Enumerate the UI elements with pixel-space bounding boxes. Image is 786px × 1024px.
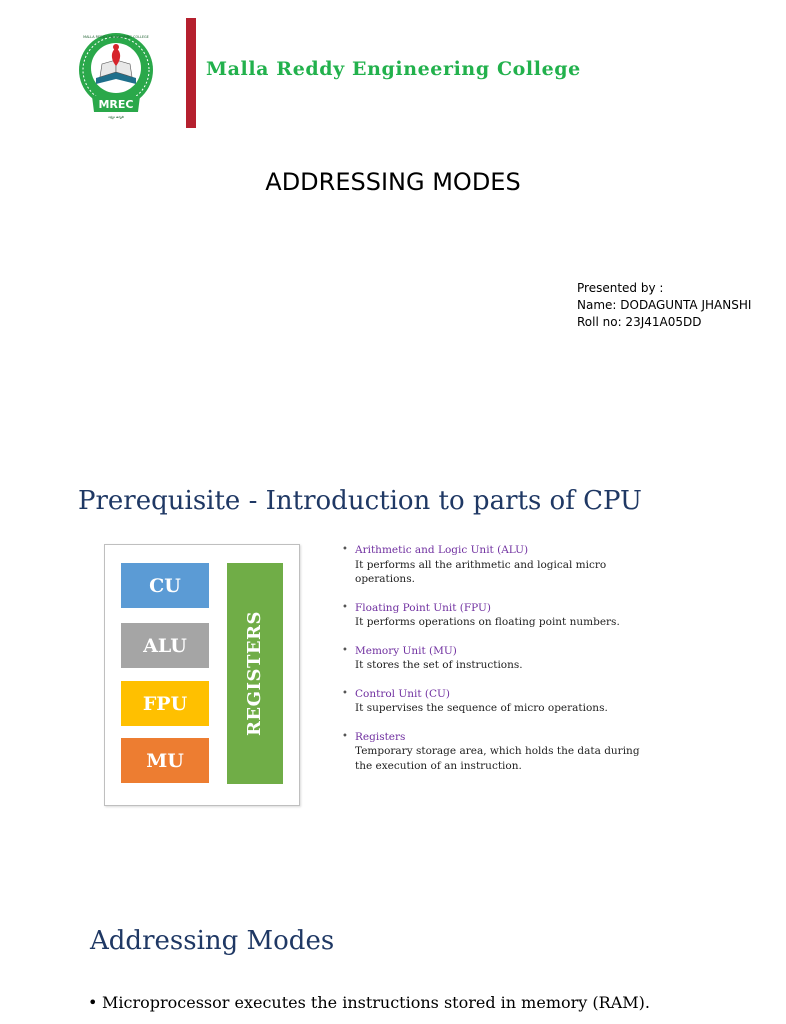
cpu-registers-block [227,563,283,784]
addressing-modes-heading: Addressing Modes [90,926,335,956]
cpu-parts-descriptions [340,543,640,787]
logo-motto: లక్ష్యం ఉన్నతి [108,115,124,119]
presentation-title: ADDRESSING MODES [265,168,521,196]
cpu-unit-alu: ALU [121,623,209,668]
presenter-roll-number: Roll no: 23J41A05DD [577,315,702,329]
cpu-diagram [104,544,300,806]
list-item [340,730,640,774]
logo-mrec-text: MREC [98,98,134,111]
college-logo-icon [52,30,180,119]
part-description: It performs operations on floating point numbers. [355,616,620,628]
cpu-slide-heading: Prerequisite - Introduction to parts of CPU [78,486,642,516]
part-description: It performs all the arithmetic and logical micro operations. [355,558,607,585]
cpu-unit-mu: MU [121,738,209,783]
part-description: Temporary storage area, which holds the data during the execution of an instruction. [355,745,640,772]
list-item: • Microprocessor executes the instructions stored in memory (RAM). [88,992,758,1014]
list-item [340,687,640,716]
presenter-info [577,280,751,331]
registers-label: REGISTERS [244,610,266,737]
presenter-name: Name: DODAGUNTA JHANSHI [577,298,752,312]
cpu-unit-fpu: FPU [121,681,209,726]
part-name: Arithmetic and Logic Unit (ALU) [355,544,529,556]
addressing-modes-bullets [88,992,758,1014]
list-item [340,644,640,673]
part-name: Registers [355,730,406,743]
part-name: Floating Point Unit (FPU) [355,601,491,614]
list-item [340,543,640,587]
cpu-unit-cu: CU [121,563,209,608]
part-name: Memory Unit (MU) [355,644,457,657]
part-name: Control Unit (CU) [355,687,450,700]
part-description: It stores the set of instructions. [355,659,523,671]
logo-arc-text: MALLA REDDY ENGINEERING COLLEGE [83,35,149,39]
presented-by-label: Presented by : [577,281,664,295]
college-name: Malla Reddy Engineering College [206,58,581,80]
part-description: It supervises the sequence of micro operations. [355,702,608,714]
list-item [340,601,640,630]
header-divider-bar [186,18,196,128]
college-header [0,0,768,140]
